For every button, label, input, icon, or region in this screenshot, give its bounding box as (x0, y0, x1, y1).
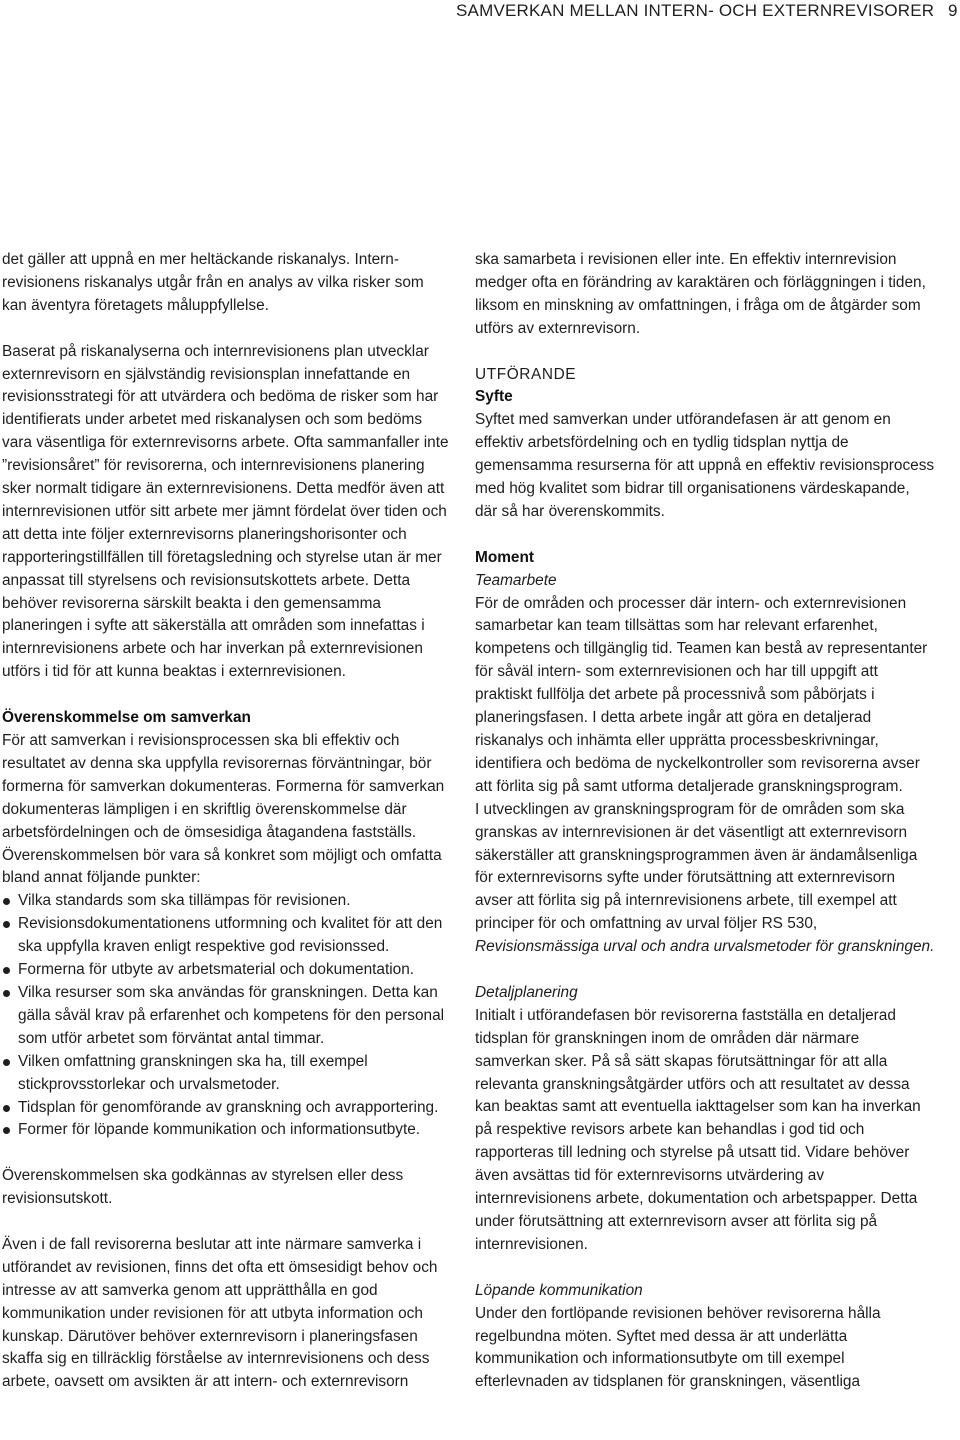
bullet-icon (3, 1059, 10, 1066)
paragraph: Baserat på riskanalyserna och internrevisionens plan utvecklar externrevisorn en självständig revisionsplan innefattande en revisionsstrategi för att utvärdera och bedöma de risker som har identifierats under arbetet med riskanalysen och som bedöms vara väsentliga för externrevisorns arbete. Ofta sammanfaller inte ”revisionsåret” för revisorerna, och internrevisionens planering sker normalt tidigare än externrevisionens. Detta medför även att internrevisionen utför sitt arbete mer jämnt fördelat över tiden och att detta inte följer externrevisorns planeringshorisonter och rapporteringstillfällen till företagsledning och styrelse utan är mer anpassat till styrelsens och revisionsutskottets arbete. Detta behöver revisorerna särskilt beakta i den gemensamma planeringen i syfte att säkerställa att områden som innefattas i internrevisionens arbete och har inverkan på externrevisionen utförs i tid för att kunna beaktas i externrevisionen. (2, 342, 449, 681)
list-item (2, 959, 452, 982)
list-item-text: Vilka standards som ska tillämpas för revisionen. (18, 892, 351, 910)
paragraph: Under den fortlöpande revisionen behöver revisorerna hålla regelbundna möten. Syftet med dessa är att underlätta kommunikation och informationsutbyte om till exempel efterlevnaden av tidsplanen för granskningen, väsentliga (475, 1304, 881, 1391)
list-item (2, 982, 452, 1051)
paragraph: Överenskommelsen ska godkännas av styrelsen eller dess revisionsutskott. (2, 1167, 404, 1208)
list-item (2, 1097, 452, 1120)
list-item (2, 1051, 452, 1097)
paragraph: För att samverkan i revisionsprocessen ska bli effektiv och resultatet av denna ska uppfylla revisorernas förväntningar, bör formerna för samverkan dokumenteras. Formerna för samverkan dokumenteras lämpligen i en skriftlig överenskommelse där arbetsfördelningen och de ömsesidiga åtagandena fastställs. Överenskommelsen bör vara så konkret som möjligt och omfatta bland annat följande punkter: (2, 732, 445, 887)
paragraph-text: I utvecklingen av granskningsprogram för de områden som ska granskas av internrevisionen är det väsentligt att externrevisorn säkerställer att granskningsprogrammen även är ändamålsenliga för externrevisorns syfte under förutsättning att externrevisorn avser att förlita sig på internrevisionens arbete, till exempel att principer för och omfattning av urval följer RS 530, (475, 800, 918, 933)
list-item-text: Vilka resurser som ska användas för granskningen. Detta kan gälla såväl krav på erfarenhet och kompetens för den personal som utför arbetet som förväntat antal timmar. (18, 983, 445, 1047)
list-item-text: Tidsplan för genomförande av granskning och avrapportering. (18, 1098, 439, 1116)
left-column (2, 249, 452, 1394)
paragraph: Initialt i utförandefasen bör revisorerna fastställa en detaljerad tidsplan för granskningen inom de områden där närmare samverkan sker. På så sätt skapas förutsättningar för att alla relevanta granskningsåtgärder utförs och att resultatet av dessa kan beaktas samt att eventuella iakttagelser som kan ha inverkan på respektive revisors arbete kan behandlas i god tid och rapporteras till ledning och styrelse på utsatt tid. Vidare behöver även avsättas tid för externrevisorns utvärdering av internrevisionens arbete, dokumentation och arbetspapper. Detta under förutsättning att externrevisorn avser att förlita sig på internrevisionen. (475, 1006, 921, 1253)
paragraph: Syftet med samverkan under utförandefasen är att genom en effektiv arbetsfördelning och en tydlig tidsplan nyttja de gemensamma resurserna för att uppnå en effektiv revisionsprocess med hög kvalitet som bidrar till organisationens värdeskapande, där så har överenskommits. (475, 411, 935, 520)
bullet-icon (3, 990, 10, 997)
bullet-icon (3, 967, 10, 974)
bullet-icon (3, 921, 10, 928)
bullet-icon (3, 1105, 10, 1112)
list-item-text: Vilken omfattning granskningen ska ha, till exempel stickprovsstorlekar och urvalsmetoder. (18, 1052, 368, 1093)
italic-subheading: Detaljplanering (475, 983, 578, 1001)
italic-subheading: Teamarbete (475, 571, 557, 589)
standard-title: Revisionsmässiga urval och andra urvalsmetoder för granskningen. (475, 938, 935, 956)
bullet-icon (3, 1127, 10, 1134)
section-caps-heading: UTFÖRANDE (475, 365, 577, 383)
subsection-heading: Moment (475, 548, 534, 566)
list-item (2, 1119, 452, 1142)
paragraph: ska samarbeta i revisionen eller inte. En effektiv internrevision medger ofta en förändring av karaktären och förläggningen i tiden, liksom en minskning av omfattningen, i fråga om de åtgärder som utförs av externrevisorn. (475, 251, 926, 337)
list-item (2, 913, 452, 959)
paragraph: det gäller att uppnå en mer heltäckande riskanalys. Intern-revisionens riskanalys utgår från en analys av vilka risker som kan äventyra företagets måluppfyllelse. (2, 251, 424, 314)
list-item-text: Revisionsdokumentationens utformning och kvalitet för att den ska uppfylla kraven enligt respektive god revisionssed. (18, 915, 443, 956)
italic-subheading: Löpande kommunikation (475, 1281, 643, 1299)
page-header (0, 0, 960, 24)
paragraph: För de områden och processer där intern- och externrevisionen samarbetar kan team tillsättas som har relevant erfarenhet, kompetens och tillgänglig tid. Teamen kan bestå av representanter för såväl intern- som externrevisionen och har till uppgift att praktiskt fullfölja det arbete på processnivå som påbörjats i planeringsfasen. I detta arbete ingår att göra en detaljerad riskanalys och inhämta eller upprätta processbeskrivningar, identifiera och bedöma de nyckelkontroller som revisorerna avser att förlita sig på samt utforma detaljerade granskningsprogram. (475, 594, 928, 795)
paragraph (475, 799, 935, 959)
list-item-text: Formerna för utbyte av arbetsmaterial och dokumentation. (18, 961, 415, 979)
bullet-icon (3, 898, 10, 905)
paragraph: Även i de fall revisorerna beslutar att inte närmare samverka i utförandet av revisionen, finns det ofta ett ömsesidigt behov och intresse av att samverka genom att upprätthålla en god kommunikation under revisionen för att utbyta information och kunskap. Därutöver behöver externrevisorn i planeringsfasen skaffa sig en tillräcklig förståelse av internrevisionens och dess arbete, oavsett om avsikten är att intern- och externrevisorn (2, 1235, 438, 1391)
list-item-text: Former för löpande kommunikation och informationsutbyte. (18, 1121, 421, 1139)
bullet-list (2, 890, 452, 1142)
running-title: SAMVERKAN MELLAN INTERN- OCH EXTERNREVISORER (456, 1, 935, 20)
section-heading: Överenskommelse om samverkan (2, 709, 251, 727)
list-item (2, 890, 452, 913)
subsection-heading: Syfte (475, 388, 513, 406)
right-column (475, 249, 935, 1394)
page-number: 9 (948, 1, 958, 20)
